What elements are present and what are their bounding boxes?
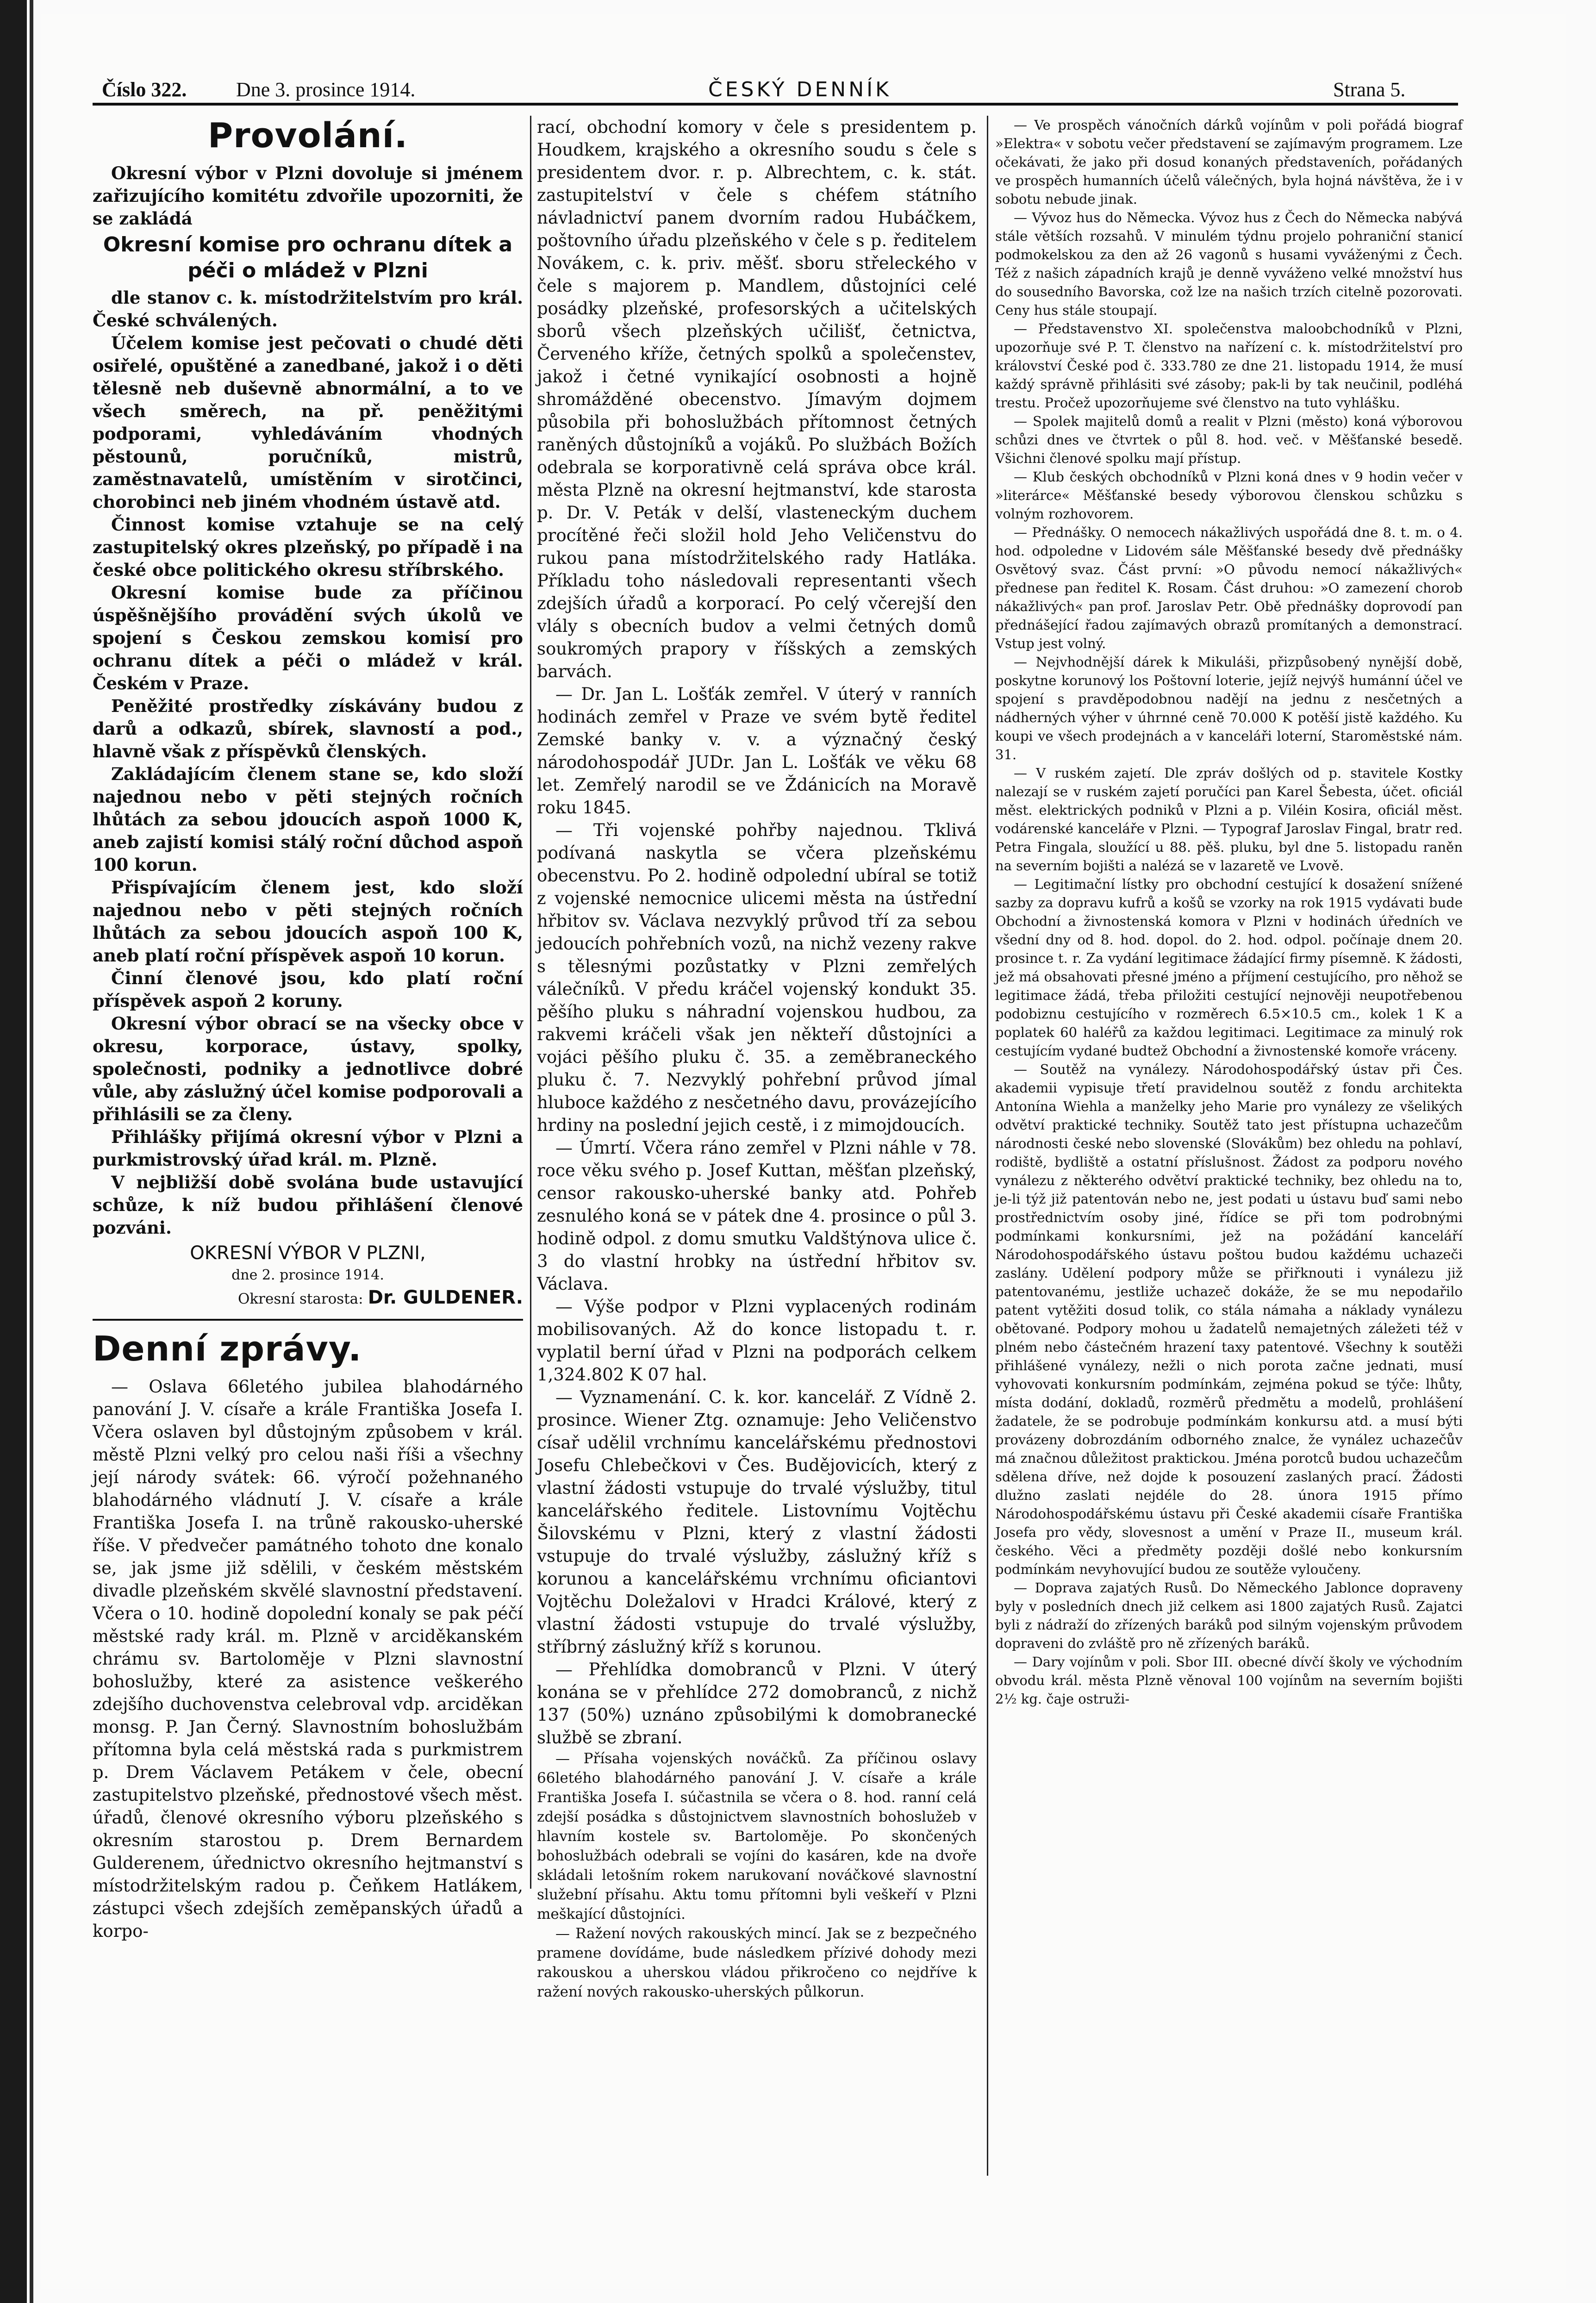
page-number: Strana 5. bbox=[1333, 78, 1406, 101]
proclamation-paragraph: Zakládajícím členem stane se, kdo složí najednou nebo v pěti stejných ročních lhůtách za sebou jdoucích aspoň 1000 K, aneb zajistí komisi stálý roční důchod aspoň 100 korun. bbox=[93, 764, 523, 875]
issue-number: Číslo 322. bbox=[102, 78, 187, 101]
signature-role: Okresní starosta: bbox=[237, 1291, 363, 1307]
news-item: — Představenstvo XI. společenstva maloobchodníků v Plzni, upozorňuje své P. T. členstvo na nařízení c. k. místodržitelství pro království České pod č. 333.780 ze dne 21. listopadu 1914, že musí každý správně přihlásiti své zásoby; pak-li by tak neučinil, podléhá trestu. Pročež upozorňujeme své členstvo na tuto vyhlášku. bbox=[995, 321, 1463, 411]
column-rule-1 bbox=[530, 116, 531, 1889]
proclamation-paragraph: Přihlášky přijímá okresní výbor v Plzni a purkmistrovský úřad král. m. Plzně. bbox=[93, 1127, 523, 1170]
proclamation-paragraph: Okresní výbor obrací se na všecky obce v okresu, korporace, ústavy, spolky, společnosti, podniky a jednotlivce dobré vůle, aby záslužný účel komise podporovali a přihlásili se za členy. bbox=[93, 1013, 523, 1124]
proclamation-paragraph: Účelem komise jest pečovati o chudé děti osiřelé, opuštěné a zanedbané, jakož i o děti tělesně neb duševně abnormální, a to ve všech směrech, na př. peněžitými podporami, vyhledáváním vhodných pěstounů, poručníků, mistrů, zaměstnavatelů, umístěním v sirotčinci, chorobinci neb jiném vhodném ústavě atd. bbox=[93, 333, 523, 512]
news-item: — Úmrtí. Včera ráno zemřel v Plzni náhle v 78. roce věku svého p. Josef Kuttan, měšťan plzeňský, censor rakousko-uherské banky atd. Pohřeb zesnulého koná se v pátek dne 4. prosince o půl 3. hodině odpol. z domu smutku Valdštýnova ulice č. 3 do vlastní hrobky na ústřední hřbitov sv. Václava. bbox=[537, 1138, 977, 1294]
proclamation-paragraph: Činnost komise vztahuje se na celý zastupitelský okres plzeňský, po případě i na české obce politického okresu stříbrského. bbox=[93, 514, 523, 580]
signature-name: Dr. GULDENER. bbox=[368, 1287, 523, 1308]
column-1 bbox=[93, 116, 523, 1941]
scan-edge-line bbox=[30, 0, 33, 2303]
news-item: — Doprava zajatých Rusů. Do Německého Jablonce dopraveny byly v posledních dnech již celkem asi 1800 zajatých Rusů. Zajatci byli z nádraží do zřízených baráků pod silným vojenským průvodem dopraveni do zvláště pro ně zřízených baráků. bbox=[995, 1580, 1463, 1651]
proclamation-paragraph: V nejbližší době svolána bude ustavující schůze, k níž budou přihlášení členové pozváni. bbox=[93, 1172, 523, 1238]
issue-date: Dne 3. prosince 1914. bbox=[236, 78, 416, 101]
proclamation-intro: Okresní výbor v Plzni dovoluje si jménem zařizujícího komitétu zdvořile upozorniti, že se zakládá bbox=[93, 163, 523, 229]
proclamation-paragraph: Přispívajícím členem jest, kdo složí najednou nebo v pěti stejných ročních lhůtách za sebou jdoucích aspoň 100 K, aneb platí roční příspěvek aspoň 10 korun. bbox=[93, 877, 523, 966]
scan-edge-bar bbox=[0, 0, 27, 2303]
header-rule bbox=[93, 103, 1458, 106]
proclamation-paragraph: dle stanov c. k. místodržitelstvím pro král. České schválených. bbox=[93, 287, 523, 331]
section-divider bbox=[93, 1319, 523, 1321]
proclamation-paragraph: Peněžité prostředky získávány budou z darů a odkazů, sbírek, slavností a pod., hlavně však z příspěvků členských. bbox=[93, 696, 523, 761]
news-item: rací, obchodní komory v čele s presidentem p. Houdkem, krajského a okresního soudu s čele s presidentem dvor. r. p. Albrechtem, c. k. stát. zastupitelství v čele s chéfem státního návladnictví panem dvorním radou Hubáčkem, poštovního úřadu plzeňského v čele s p. ředitelem Novákem, c. k. priv. měšť. sboru střeleckého v čele s majorem p. Mandlem, důstojníci celé posádky plzeňské, profesorských a učitelských sborů všech plzeňských učilišť, četnictva, Červeného kříže, četných spolků a společenstev, jakož i četné vynikající osobnosti a hojně shromážděné obecenstvo. Jímavým dojmem působila při bohoslužbách přítomnost četných raněných důstojníků a vojáků. Po službách Božích odebrala se korporativně celá správa obce král. města Plzně na okresní hejtmanství, kde starosta p. Dr. V. Peták v delší, vlasteneckým duchem procítěné řeči složil hold Jeho Veličenstvu do rukou pana místodržitelského rady Hatláka. Příkladu toho následovali representanti všech zdejších úřadů a korporací. Po celý včerejší den vlály s obecních budov a velmi četných domů soukromých prapory v říšských a zemských barvách. bbox=[537, 117, 977, 681]
news-item: — Tři vojenské pohřby najednou. Tklivá podívaná naskytla se včera plzeňskému obecenstvu. Po 2. hodině odpolední ubíral se totiž z vojenské nemocnice ulicemi města na ústřední hřbitov sv. Václava nezvyklý průvod tří za sebou jedoucích pohřebních vozů, na nichž vezeny rakve s tělesnými pozůstatky v Plzni zemřelých válečníků. V předu kráčel vojenský kondukt 35. pěšího pluku s náhradní vojenskou hudbou, za rakvemi kráčeli však jen někteří důstojníci a vojáci pěšího pluku č. 35. a zeměbraneckého pluku č. 7. Nezvyklý pohřební průvod jímal hluboce každého z nesčetného davu, provázejícího hrdiny na poslední jejich cestě, i z mimojdoucích. bbox=[537, 820, 977, 1135]
news-item: — Legitimační lístky pro obchodní cestující k dosažení snížené sazby za dopravu kufrů a košů se vzorky na rok 1915 vydávati bude Obchodní a živnostenská komora v Plzni v hodinách úředních ve všední dny od 8. hod. dopol. do 2. hod. odpol. počínaje dnem 20. prosince t. r. Za vydání legitimace žádající firmy písemně. K žádosti, jež má obsahovati přesné jméno a příjmení cestujícího, pro něhož se legitimace žádá, třeba přiložiti cestující nejnověji neupotřebenou podobiznu cestujícího v rozměrech 6.5×10.5 cm., kolek 1 K a poplatek 60 haléřů za každou legitimaci. Legitimace za minulý rok cestujícím vydané budtež Obchodní a živnostenské komoře vráceny. bbox=[995, 876, 1463, 1059]
proclamation-paragraph: Okresní komise bude za příčinou úspěšnějšího provádění svých úkolů ve spojení s Českou zemskou komisí pro ochranu dítek a péči o mládež v král. Českém v Praze. bbox=[93, 582, 523, 693]
news-item: — Dr. Jan L. Lošťák zemřel. V úterý v ranních hodinách zemřel v Praze ve svém bytě ředitel Zemské banky v. v. a význačný český národohospodář JUDr. Jan L. Lošťák ve věku 68 let. Zemřelý narodil se ve Ždánicích na Moravě roku 1845. bbox=[537, 684, 977, 818]
proclamation-paragraph: Činní členové jsou, kdo platí roční příspěvek aspoň 2 koruny. bbox=[93, 968, 523, 1011]
news-item: — Přehlídka domobranců v Plzni. V úterý konána se v přehlídce 272 domobranců, z nichž 137 (50%) uznáno způsobilými k domobranecké službě se zbraní. bbox=[537, 1660, 977, 1748]
news-item: — Dary vojínům v poli. Sbor III. obecné dívčí školy ve východním obvodu král. města Plzně věnoval 100 vojínům na severním bojišti 2½ kg. čaje ostruži- bbox=[995, 1654, 1463, 1707]
signature-name-line bbox=[93, 1286, 523, 1310]
signature-org: OKRESNÍ VÝBOR V PLZNI, bbox=[190, 1242, 426, 1264]
signature-date: dne 2. prosince 1914. bbox=[231, 1267, 384, 1283]
news-item: — Vývoz hus do Německa. Vývoz hus z Čech do Německa nabývá stále větších rozsahů. V minulém týdnu projelo pohraniční stanicí podmokelskou za den až 26 vagonů s husami vyváženými z Čech. Též z našich západních krajů je denně vyváženo velké množství hus do sousedního Bavorska, což lze na našich trzích citelně pozorovati. Ceny hus stále stoupají. bbox=[995, 210, 1463, 318]
news-section-title: Denní zprávy. bbox=[93, 1329, 362, 1369]
news-item: — Přísaha vojenských nováčků. Za příčinou oslavy 66letého blahodárného panování J. V. císaře a krále Františka Josefa I. súčastnila se včera o 8. hod. ranní celá zdejší posádka s důstojnictvem slavnostních bohoslužeb v hlavním kostele sv. Bartoloměje. Po skončených bohoslužbách odebrali se vojíni do kasáren, kde na dvoře skládali letošním rokem narukovaní nováčkové slavnostní služební přísahu. Aktu tomu přítomni byli veškeří v Plzni meškající důstojníci. bbox=[537, 1750, 977, 1922]
news-item: — Přednášky. O nemocech nákažlivých uspořádá dne 8. t. m. o 4. hod. odpoledne v Lidovém sále Měšťanské besedy dvě přednášky Osvětový svaz. Část první: »O původu nemocí nákažlivých« přednese pan ředitel K. Rosam. Část druhou: »O zamezení chorob nákažlivých« pan prof. Jaroslav Petr. Obě přednášky doprovodí pan přednášející řadou zajímavých obrazů promítaných a demonstrací. Vstup jest volný. bbox=[995, 524, 1463, 651]
proclamation-headline: Okresní komise pro ochranu dítek a péči o mládež v Plzni bbox=[103, 233, 513, 282]
column-2 bbox=[537, 116, 977, 2176]
news-item: — Nejvhodnější dárek k Mikuláši, přizpůsobený nynější době, poskytne korunový los Poštovní loterie, jejíž nejvýš humánní účel ve spojení s pravděpodobnou nadějí na jednu z nesčetných a nádherných výher v úhrnné ceně 70.000 K potěší jistě každého. Ku koupi ve všech prodejnách a v kanceláři loterní, Staroměstské nám. 31. bbox=[995, 654, 1463, 762]
column-3 bbox=[995, 116, 1463, 2190]
column-rule-2 bbox=[987, 116, 988, 2176]
masthead-title: ČESKÝ DENNÍK bbox=[708, 78, 892, 101]
news-item: — Ve prospěch vánočních dárků vojínům v poli pořádá biograf »Elektra« v sobotu večer představení se zajímavým programem. Lze očekávati, že jako při dosud konaných představeních, pořádaných ve prospěch humanních účelů válečných, byla hojná návštěva, že i v sobotu nebude jinak. bbox=[995, 117, 1463, 207]
proclamation-title: Provolání. bbox=[207, 116, 408, 156]
news-item: — Klub českých obchodníků v Plzni koná dnes v 9 hodin večer v »literárce« Měšťanské besedy výborovou členskou schůzku s volným rozhovorem. bbox=[995, 469, 1463, 522]
news-item: — Soutěž na vynálezy. Národohospodářský ústav při Čes. akademii vypisuje třetí pravidelnou soutěž z fondu architekta Antonína Wiehla a manželky jeho Marie pro vynálezy ze všelikých odvětví praktické techniky. Soutěž tato jest přístupna uchazečům národnosti české nebo slovenské (Slovákům) bez ohledu na pohlaví, rodiště, bydliště a ostatní příslušnost. Žádost za podporu nového vynálezu z některého odvětví praktické techniky, bez ohledu na to, je-li týž již patentován nebo ne, jest podati u ústavu buď sami nebo prostřednictvím osoby jiné, řídíce se při tom podrobnými podmínkami konkursními, jež na požádání kanceláří Národohospodářského ústavu poštou budou každému uchazeči zaslány. Udělení podpory může se přiřknouti i vynálezu již patentovanému, jestliže uchazeč dokáže, že se mu nepodařilo patent vytěžiti dosud tolik, co stála námaha a náklady vynálezu obětované. Podpory mohou u žadatelů nemajetných záležeti též v plném nebo částečném hrazení taxy patentové. Všechny k soutěži přihlášené vynálezy, nežli o nich porota začne jednati, musí vyhovovati konkursním podmínkám, zejména pokud se týče: lhůty, místa dodání, dokladů, rozměrů předmětu a modelů, prohlášení žadatele, že se podrobuje podmínkám konkursu atd. a musí býti provázeny dobrozdáním odborného znalce, že vynález uchazečův má značnou důležitost praktickou. Jména porotců budou uchazečům sdělena dříve, než dojde k posouzení zaslaných prací. Žádosti dlužno zaslati nejdéle do 28. února 1915 přímo Národohospodářskému ústavu při České akademii císaře Františka Josefa pro vědy, slovesnost a umění v Praze II., museum král. českého. Věci a předměty později došlé nebo konkursním podmínkám nevyhovující budou ze soutěže vyloučeny. bbox=[995, 1061, 1463, 1577]
news-item: — Spolek majitelů domů a realit v Plzni (město) koná výborovou schůzi dnes ve čtvrtek o půl 8. hod. več. v Měšťanské besedě. Všichni členové spolku mají přístup. bbox=[995, 413, 1463, 466]
signature-block bbox=[93, 1242, 523, 1310]
news-item: — Vyznamenání. C. k. kor. kancelář. Z Vídně 2. prosince. Wiener Ztg. oznamuje: Jeho Veličenstvo císař udělil vrchnímu kancelářskému přednostovi Josefu Chlebečkovi v Čes. Budějovicích, který z vlastní žádosti vstupuje do trvalé výslužby, titul kancelářského ředitele. Listovnímu Vojtěchu Šilovskému v Plzni, který z vlastní žádosti vstupuje do trvalé výslužby, záslužný kříž s korunou a kancelářskému vrchnímu oficiantovi Vojtěchu Doležalovi v Hradci Králové, který z vlastní žádosti vstupuje do trvalé výslužby, stříbrný záslužný kříž s korunou. bbox=[537, 1387, 977, 1657]
news-item: — Výše podpor v Plzni vyplacených rodinám mobilisovaných. Až do konce listopadu t. r. vyplatil berní úřad v Plzni na podporách celkem 1,324.802 K 07 hal. bbox=[537, 1297, 977, 1385]
page-header bbox=[97, 78, 1453, 106]
news-item: — Ražení nových rakouských mincí. Jak se z bezpečného pramene dovídáme, bude následkem přízivé dohody mezi rakouskou a uherskou vládou přikročeno co nejdříve k ražení nových rakousko-uherských půlkorun. bbox=[537, 1925, 977, 2000]
news-item: — V ruském zajetí. Dle zpráv došlých od p. stavitele Kostky nalezají se v ruském zajetí poručíci pan Karel Šebesta, účet. oficiál měst. elektrických podniků v Plzni a p. Viléin Kosira, oficiál měst. vodárenské kanceláře v Plzni. — Typograf Jaroslav Fingal, bratr red. Petra Fingala, sloužící u 88. pěš. pluku, byl dne 5. listopadu raněn na severním bojišti a nalézá se v lazaretě ve Lvově. bbox=[995, 765, 1463, 874]
news-item: — Oslava 66letého jubilea blahodárného panování J. V. císaře a krále Františka Josefa I. Včera oslaven byl důstojným způsobem v král. městě Plzni velký pro celou naši říši a všechny její národy svátek: 66. výročí požehnaného blahodárného vládnutí J. V. císaře a krále Františka Josefa I. na trůně rakousko-uherské říše. V předvečer památného tohoto dne konalo se, jak jsme již sdělili, v českém městském divadle plzeňském skvělé slavnostní představení. Včera o 10. hodině dopolední konaly se pak péčí městské rady král. m. Plzně v arciděkanském chrámu sv. Bartoloměje v Plzni slavnostní bohoslužby, které za asistence veškerého zdejšího duchovenstva celebroval vdp. arciděkan monsg. P. Jan Černý. Slavnostním bohoslužbám přítomna byla celá městská rada s purkmistrem p. Drem Václavem Petákem v čele, obecní zastupitelstvo plzeňské, přednostové všech měst. úřadů, členové okresního výboru plzeňského s okresním starostou p. Drem Bernardem Gulderenem, úřednictvo okresního hejtmanství s místodržitelským radou p. Čeňkem Hatlákem, zástupci všech zdejších zeměpanských úřadů a korpo- bbox=[93, 1377, 523, 1941]
